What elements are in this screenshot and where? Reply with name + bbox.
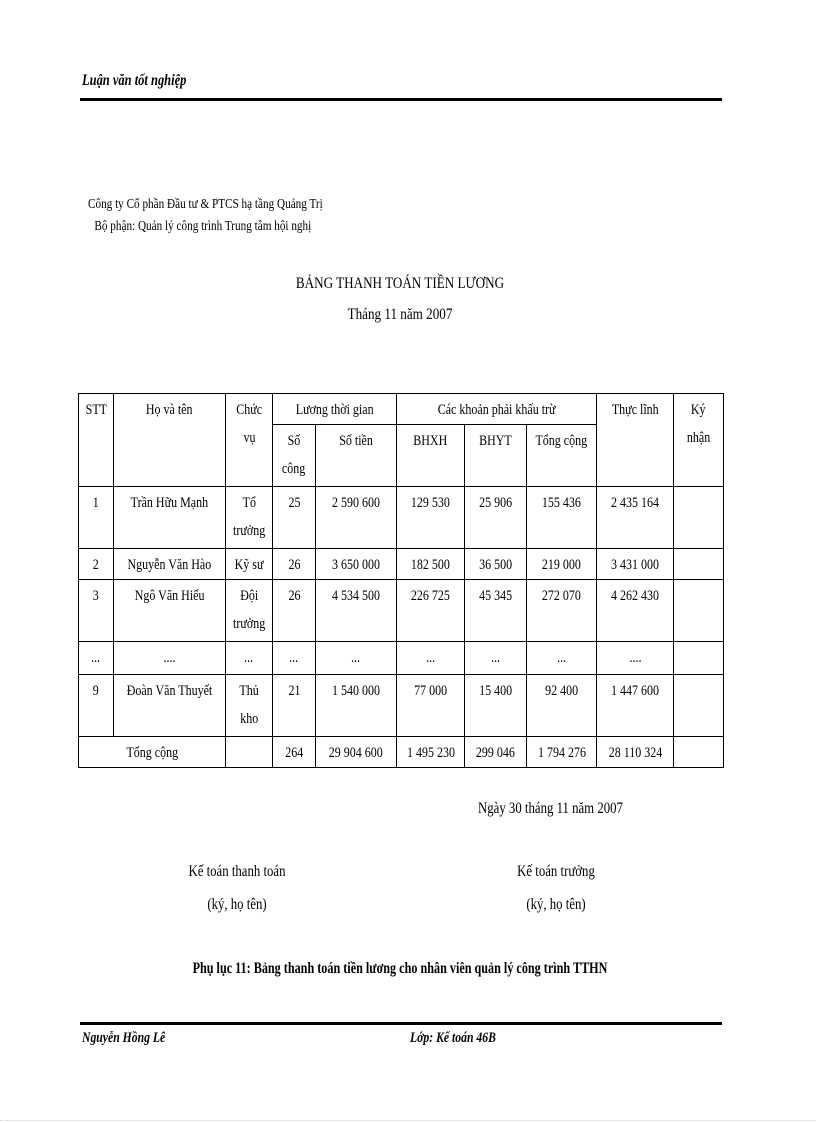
signature-left-note: (ký, họ tên) xyxy=(207,896,267,913)
total-sign xyxy=(674,737,724,768)
payroll-table xyxy=(78,393,724,768)
cell-net: .... xyxy=(597,642,674,675)
cell-amount: 1 540 000 xyxy=(316,675,397,737)
header-total-deductions: Tổng cộng xyxy=(527,425,597,487)
cell-amount: ... xyxy=(316,642,397,675)
cell-days: 26 xyxy=(273,549,316,580)
cell-total: 92 400 xyxy=(527,675,597,737)
total-days: 264 xyxy=(273,737,316,768)
header-rule xyxy=(80,98,722,101)
cell-bhyt: 36 500 xyxy=(465,549,527,580)
total-bhxh: 1 495 230 xyxy=(397,737,465,768)
cell-position: Kỹ sư xyxy=(226,549,273,580)
total-deductions: 1 794 276 xyxy=(527,737,597,768)
department-name: Bộ phận: Quản lý công trình Trung tâm hội nghị xyxy=(94,219,312,234)
total-label: Tổng cộng xyxy=(79,737,226,768)
cell-net: 4 262 430 xyxy=(597,580,674,642)
header-stt: STT xyxy=(79,394,114,487)
table-row xyxy=(79,642,724,675)
header-name: Họ và tên xyxy=(114,394,226,487)
signature-left xyxy=(157,855,317,921)
cell-net: 1 447 600 xyxy=(597,675,674,737)
signature-right-role: Kế toán trưởng xyxy=(517,863,595,880)
cell-total: 219 000 xyxy=(527,549,597,580)
table-row xyxy=(79,580,724,642)
cell-bhxh: ... xyxy=(397,642,465,675)
header-bhxh: BHXH xyxy=(397,425,465,487)
header-deductions: Các khoản phải khấu trừ xyxy=(397,394,597,425)
cell-stt: 1 xyxy=(79,487,114,549)
total-bhyt: 299 046 xyxy=(465,737,527,768)
cell-name: Đoàn Văn Thuyết xyxy=(114,675,226,737)
total-amount: 29 904 600 xyxy=(316,737,397,768)
cell-bhxh: 77 000 xyxy=(397,675,465,737)
cell-bhyt: 15 400 xyxy=(465,675,527,737)
total-row xyxy=(79,737,724,768)
total-position xyxy=(226,737,273,768)
company-name: Công ty Cổ phần Đầu tư & PTCS hạ tầng Quảng Trị xyxy=(88,197,323,212)
cell-bhyt: 25 906 xyxy=(465,487,527,549)
date-line: Ngày 30 tháng 11 năm 2007 xyxy=(478,800,623,817)
cell-position: Tổ trưởng xyxy=(226,487,273,549)
cell-amount: 4 534 500 xyxy=(316,580,397,642)
table-row xyxy=(79,675,724,737)
cell-name: .... xyxy=(114,642,226,675)
cell-name: Nguyễn Văn Hào xyxy=(114,549,226,580)
document-subtitle: Tháng 11 năm 2007 xyxy=(347,306,453,323)
header-position: Chức vụ xyxy=(226,394,273,487)
cell-net: 2 435 164 xyxy=(597,487,674,549)
cell-days: ... xyxy=(273,642,316,675)
cell-bhyt: 45 345 xyxy=(465,580,527,642)
header-bhyt: BHYT xyxy=(465,425,527,487)
cell-days: 26 xyxy=(273,580,316,642)
company-block xyxy=(88,194,323,238)
cell-stt: 3 xyxy=(79,580,114,642)
table-row xyxy=(79,549,724,580)
header-days: Số công xyxy=(273,425,316,487)
footer-author: Nguyễn Hồng Lê xyxy=(82,1030,166,1046)
cell-stt: 9 xyxy=(79,675,114,737)
header-row-1 xyxy=(79,394,724,425)
document-title: BẢNG THANH TOÁN TIỀN LƯƠNG xyxy=(295,275,505,292)
table-row xyxy=(79,487,724,549)
page-header-title: Luận văn tốt nghiệp xyxy=(82,72,187,89)
cell-position: Thủ kho xyxy=(226,675,273,737)
cell-stt: ... xyxy=(79,642,114,675)
cell-total: 272 070 xyxy=(527,580,597,642)
footer-rule xyxy=(80,1022,722,1025)
cell-name: Ngô Văn Hiếu xyxy=(114,580,226,642)
cell-days: 21 xyxy=(273,675,316,737)
cell-name: Trần Hữu Mạnh xyxy=(114,487,226,549)
cell-amount: 2 590 600 xyxy=(316,487,397,549)
cell-sign xyxy=(674,580,724,642)
cell-net: 3 431 000 xyxy=(597,549,674,580)
cell-position: Đội trưởng xyxy=(226,580,273,642)
appendix-caption: Phụ lục 11: Bảng thanh toán tiền lương cho nhân viên quản lý công trình TTHN xyxy=(192,960,608,977)
cell-bhxh: 226 725 xyxy=(397,580,465,642)
cell-sign xyxy=(674,549,724,580)
cell-sign xyxy=(674,675,724,737)
cell-amount: 3 650 000 xyxy=(316,549,397,580)
footer-class: Lớp: Kế toán 46B xyxy=(410,1030,496,1046)
signature-right xyxy=(476,855,636,921)
cell-bhxh: 129 530 xyxy=(397,487,465,549)
cell-days: 25 xyxy=(273,487,316,549)
header-time-wage: Lương thời gian xyxy=(273,394,397,425)
page-edge-divider xyxy=(0,1120,816,1121)
cell-sign xyxy=(674,487,724,549)
cell-total: 155 436 xyxy=(527,487,597,549)
cell-bhyt: ... xyxy=(465,642,527,675)
header-sign: Ký nhận xyxy=(674,394,724,487)
cell-sign xyxy=(674,642,724,675)
cell-total: ... xyxy=(527,642,597,675)
signature-right-note: (ký, họ tên) xyxy=(526,896,586,913)
cell-bhxh: 182 500 xyxy=(397,549,465,580)
cell-position: ... xyxy=(226,642,273,675)
signature-left-role: Kế toán thanh toán xyxy=(188,863,286,880)
total-net: 28 110 324 xyxy=(597,737,674,768)
header-amount: Số tiền xyxy=(316,425,397,487)
header-net: Thực lĩnh xyxy=(597,394,674,487)
cell-stt: 2 xyxy=(79,549,114,580)
